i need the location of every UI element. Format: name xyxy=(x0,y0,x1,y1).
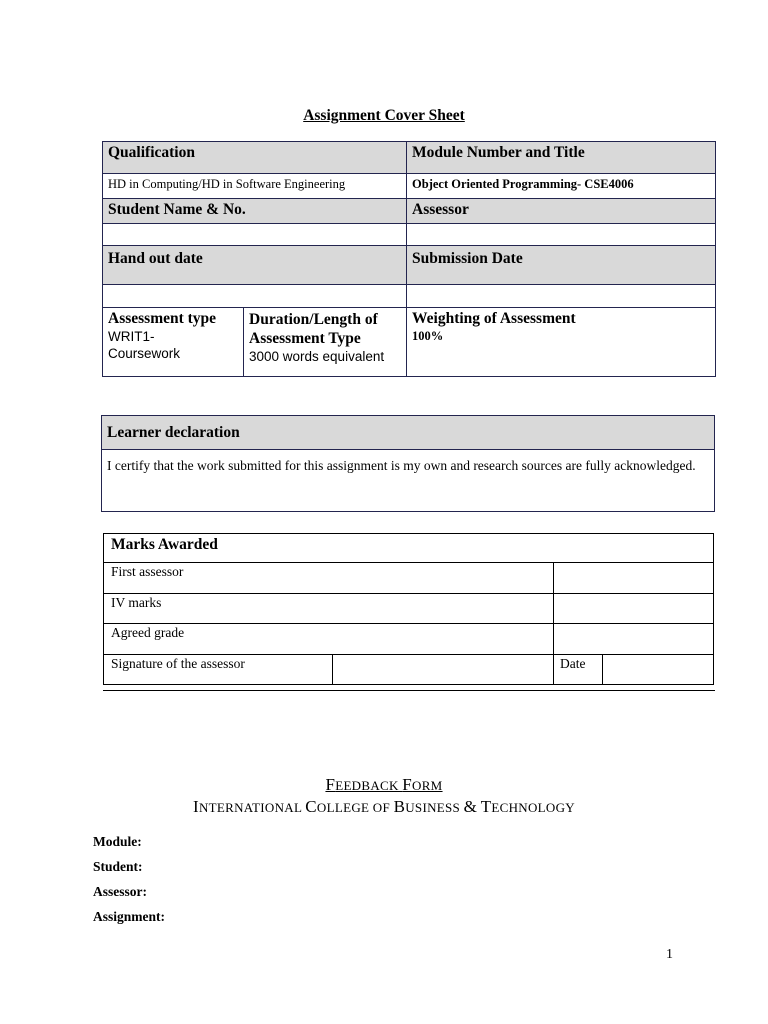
agreed-grade-label: Agreed grade xyxy=(104,624,554,655)
student-field[interactable] xyxy=(103,224,407,246)
declaration-text: I certify that the work submitted for this assignment is my own and research sources are fully acknowledged. xyxy=(102,450,715,512)
title-initial: F xyxy=(402,775,413,794)
assessment-type-label: Assessment type xyxy=(108,310,217,327)
cover-sheet-title: Assignment Cover Sheet xyxy=(303,107,465,124)
module-label: Module Number and Title xyxy=(407,142,716,174)
assessment-type-cell xyxy=(103,308,244,377)
submission-label: Submission Date xyxy=(407,246,716,285)
signature-field[interactable] xyxy=(333,655,554,685)
date-field[interactable] xyxy=(603,655,714,685)
student-label: Student Name & No. xyxy=(103,199,407,224)
duration-value: 3000 words equivalent xyxy=(249,349,385,364)
signature-label: Signature of the assessor xyxy=(104,655,333,685)
assessment-type-value: WRIT1- Coursework xyxy=(108,329,181,361)
college-rest: NTERNATIONAL xyxy=(198,800,306,815)
first-assessor-label: First assessor xyxy=(104,563,554,594)
college-rest: USINESS xyxy=(405,800,464,815)
weighting-value: 100% xyxy=(412,329,444,343)
title-rest: EEDBACK xyxy=(335,778,403,793)
assignment-field-label: Assignment: xyxy=(93,909,166,924)
college-initial: T xyxy=(480,797,492,816)
college-initial: B xyxy=(393,797,406,816)
college-initial: I xyxy=(192,797,199,816)
marks-table xyxy=(103,533,714,685)
marks-label: Marks Awarded xyxy=(104,534,714,563)
qualification-label: Qualification xyxy=(103,142,407,174)
page-number: 1 xyxy=(666,947,673,962)
college-rest: OLLEGE OF xyxy=(316,800,394,815)
weighting-cell xyxy=(407,308,716,377)
module-value: Object Oriented Programming- CSE4006 xyxy=(407,174,716,199)
date-label: Date xyxy=(554,655,603,685)
assessor-field[interactable] xyxy=(407,224,716,246)
iv-marks-label: IV marks xyxy=(104,594,554,624)
title-rest: ORM xyxy=(412,778,443,793)
title-initial: F xyxy=(325,775,336,794)
handout-field[interactable] xyxy=(103,285,407,308)
college-name xyxy=(0,797,768,817)
assessor-field-label: Assessor: xyxy=(93,884,147,899)
declaration-table xyxy=(101,415,715,512)
duration-cell xyxy=(244,308,407,377)
agreed-grade-field[interactable] xyxy=(554,624,714,655)
cover-sheet-table xyxy=(102,141,716,377)
college-initial: C xyxy=(305,797,317,816)
section-divider xyxy=(103,690,715,691)
first-assessor-field[interactable] xyxy=(554,563,714,594)
qualification-value: HD in Computing/HD in Software Engineering xyxy=(103,174,407,199)
weighting-label: Weighting of Assessment xyxy=(412,310,576,327)
college-initial: & xyxy=(463,797,478,816)
handout-label: Hand out date xyxy=(103,246,407,285)
feedback-form-title xyxy=(0,775,768,795)
college-rest: ECHNOLOGY xyxy=(491,800,575,815)
student-field-label: Student: xyxy=(93,859,143,874)
iv-marks-field[interactable] xyxy=(554,594,714,624)
submission-field[interactable] xyxy=(407,285,716,308)
module-field-label: Module: xyxy=(93,834,142,849)
declaration-label: Learner declaration xyxy=(102,416,715,450)
duration-label: Duration/Length of Assessment Type xyxy=(249,311,378,347)
assessor-label: Assessor xyxy=(407,199,716,224)
